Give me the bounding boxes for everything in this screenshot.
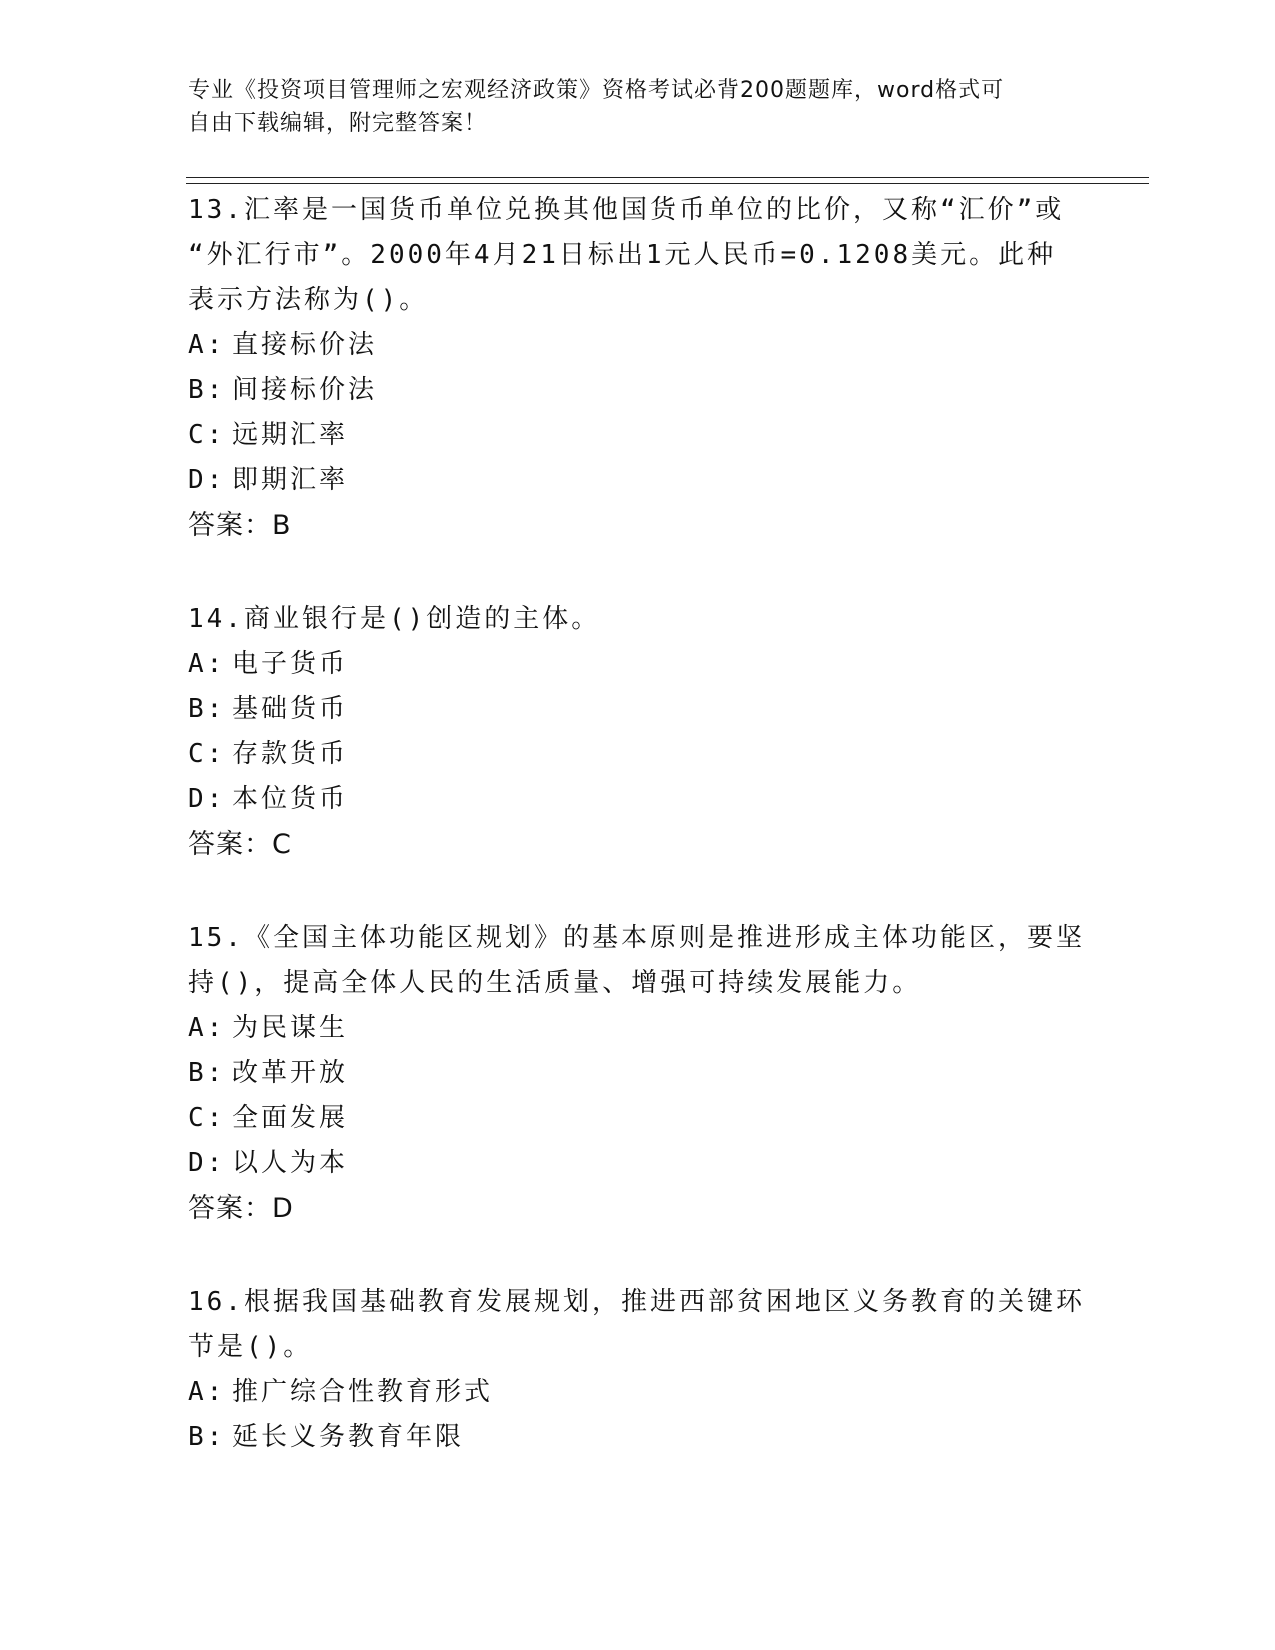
option-letter: A: — [188, 649, 226, 679]
option-text: 即期汇率 — [232, 465, 349, 495]
answer-option — [188, 1141, 1088, 1186]
document-header — [188, 74, 1068, 140]
question-block — [188, 1280, 1088, 1460]
question-text-line: 14.商业银行是()创造的主体。 — [188, 604, 601, 634]
option-text: 延长义务教育年限 — [232, 1422, 465, 1452]
option-letter: A: — [188, 1013, 226, 1043]
answer-option — [188, 687, 1088, 732]
header-divider-top — [186, 177, 1149, 178]
option-letter: D: — [188, 784, 226, 814]
question-block — [188, 188, 1088, 548]
option-text: 为民谋生 — [232, 1013, 349, 1043]
option-text: 直接标价法 — [232, 330, 378, 360]
answer-key: 答案：B — [188, 510, 292, 541]
answer-option — [188, 1415, 1088, 1460]
option-text: 基础货币 — [232, 694, 349, 724]
option-text: 间接标价法 — [232, 375, 378, 405]
answer-option — [188, 1370, 1088, 1415]
question-block — [188, 597, 1088, 867]
question-text-line: 持()，提高全体人民的生活质量、增强可持续发展能力。 — [188, 968, 922, 998]
question-text-line: 13.汇率是一国货币单位兑换其他国货币单位的比价，又称“汇价”或 — [188, 195, 1065, 225]
option-letter: B: — [188, 1422, 226, 1452]
answer-option — [188, 1096, 1088, 1141]
header-line-2: 自由下载编辑，附完整答案！ — [188, 111, 488, 136]
question-text-line: 16.根据我国基础教育发展规划，推进西部贫困地区义务教育的关键环 — [188, 1287, 1085, 1317]
question-text-line: “外汇行市”。2000年4月21日标出1元人民币=0.1208美元。此种 — [188, 240, 1057, 270]
question-list — [188, 188, 1088, 1509]
answer-option — [188, 323, 1088, 368]
answer-option — [188, 413, 1088, 458]
option-text: 电子货币 — [232, 649, 349, 679]
option-letter: D: — [188, 1148, 226, 1178]
option-letter: C: — [188, 420, 226, 450]
option-text: 远期汇率 — [232, 420, 349, 450]
option-text: 推广综合性教育形式 — [232, 1377, 494, 1407]
header-line-1: 专业《投资项目管理师之宏观经济政策》资格考试必背200题题库，word格式可 — [188, 78, 1005, 103]
answer-option — [188, 1051, 1088, 1096]
option-letter: B: — [188, 1058, 226, 1088]
option-letter: C: — [188, 739, 226, 769]
answer-key: 答案：D — [188, 1193, 294, 1224]
option-letter: A: — [188, 330, 226, 360]
question-block — [188, 916, 1088, 1231]
answer-option — [188, 1006, 1088, 1051]
option-letter: C: — [188, 1103, 226, 1133]
option-text: 本位货币 — [232, 784, 349, 814]
option-letter: B: — [188, 694, 226, 724]
option-text: 以人为本 — [232, 1148, 349, 1178]
answer-option — [188, 642, 1088, 687]
option-text: 存款货币 — [232, 739, 349, 769]
option-letter: D: — [188, 465, 226, 495]
answer-option — [188, 458, 1088, 503]
option-letter: A: — [188, 1377, 226, 1407]
answer-key: 答案：C — [188, 829, 292, 860]
option-text: 改革开放 — [232, 1058, 349, 1088]
question-text-line: 15.《全国主体功能区规划》的基本原则是推进形成主体功能区，要坚 — [188, 923, 1085, 953]
option-letter: B: — [188, 375, 226, 405]
answer-option — [188, 368, 1088, 413]
question-text-line: 节是()。 — [188, 1332, 313, 1362]
option-text: 全面发展 — [232, 1103, 349, 1133]
answer-option — [188, 732, 1088, 777]
answer-option — [188, 777, 1088, 822]
question-text-line: 表示方法称为()。 — [188, 285, 429, 315]
header-divider-bottom — [186, 183, 1149, 184]
